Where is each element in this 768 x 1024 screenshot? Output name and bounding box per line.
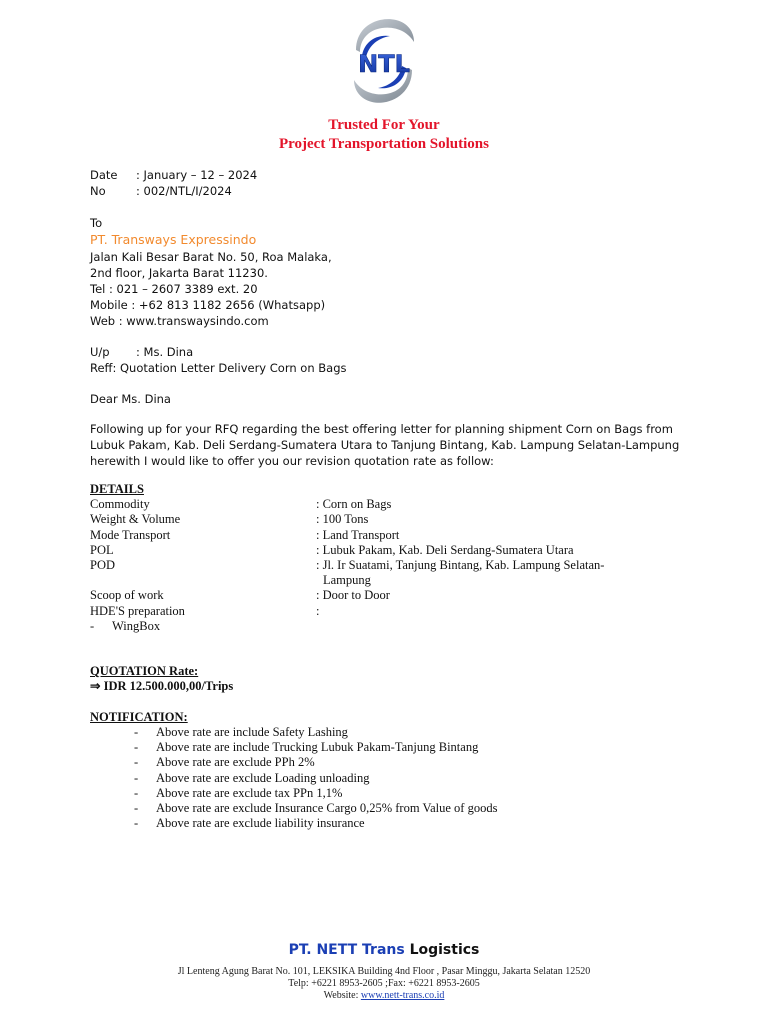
quotation-section xyxy=(90,664,233,694)
list-item xyxy=(134,755,497,770)
list-bullet: - xyxy=(134,816,139,831)
quotation-rate: IDR 12.500.000,00/Trips xyxy=(103,679,234,694)
company-logo xyxy=(348,12,420,112)
list-item-text: Above rate are exclude liability insurance xyxy=(156,816,365,831)
intro-line-1: Following up for your RFQ regarding the best offering letter for planning shipment Corn on Bags from xyxy=(90,422,673,436)
detail-label: HDE'S preparation xyxy=(90,603,185,618)
quotation-rate-line xyxy=(90,679,233,694)
recipient-tel: Tel : 021 – 2607 3389 ext. 20 xyxy=(90,282,258,296)
attention-row xyxy=(90,344,347,360)
detail-label: Scoop of work xyxy=(90,588,164,603)
list-item-text: Above rate are exclude Loading unloading xyxy=(156,770,370,785)
recipient-mobile: Mobile : +62 813 1182 2656 (Whatsapp) xyxy=(90,298,326,312)
footer-website-link[interactable]: www.nett-trans.co.id xyxy=(360,990,445,1001)
attention-value: : Ms. Dina xyxy=(136,345,194,359)
detail-value-continuation: Lampung xyxy=(323,573,371,588)
footer-phone: Telp: +6221 8953-2605 ;Fax: +6221 8953-2605 xyxy=(288,978,480,989)
list-bullet: - xyxy=(134,785,139,800)
detail-value: : Lubuk Pakam, Kab. Deli Serdang-Sumatera Utara xyxy=(316,542,574,557)
list-item xyxy=(134,816,497,831)
number-label: No xyxy=(90,184,106,198)
notification-heading: NOTIFICATION: xyxy=(90,710,188,724)
detail-label: POL xyxy=(90,542,114,557)
list-item xyxy=(134,786,497,801)
detail-label: Weight & Volume xyxy=(90,512,181,527)
tagline-line-2: Project Transportation Solutions xyxy=(278,136,489,152)
list-item-text: Above rate are exclude tax PPn 1,1% xyxy=(156,785,343,800)
list-item xyxy=(134,740,497,755)
list-item-text: Above rate are include Safety Lashing xyxy=(156,725,348,739)
number-value: : 002/NTL/I/2024 xyxy=(136,184,232,198)
recipient-block xyxy=(90,215,332,329)
list-item xyxy=(134,801,497,816)
footer-website-label: Website: xyxy=(323,990,361,1001)
quotation-heading: QUOTATION Rate: xyxy=(90,664,199,678)
tagline-line-1: Trusted For Your xyxy=(328,117,440,133)
list-bullet: - xyxy=(134,755,139,770)
intro-line-3: herewith I would like to offer you our revision quotation rate as follow: xyxy=(90,454,494,468)
detail-row-pod xyxy=(90,558,604,573)
detail-row-mode xyxy=(90,528,604,543)
details-section xyxy=(90,482,604,634)
ntl-logo-icon xyxy=(348,12,420,112)
detail-row-commodity xyxy=(90,497,604,512)
tagline xyxy=(0,116,768,154)
arrow-icon: ⇒ xyxy=(90,679,101,694)
detail-value: : Door to Door xyxy=(316,588,390,603)
detail-value: : 100 Tons xyxy=(316,512,369,527)
number-row xyxy=(90,183,257,199)
list-item-text: Above rate are exclude Insurance Cargo 0,25% from Value of goods xyxy=(156,801,498,816)
detail-label: Commodity xyxy=(90,497,150,512)
detail-row-hde xyxy=(90,604,604,619)
detail-row-pod-cont xyxy=(90,573,604,588)
detail-row-scope xyxy=(90,588,604,603)
list-item xyxy=(134,725,497,740)
footer-address: Jl Lenteng Agung Barat No. 101, LEKSIKA Building 4nd Floor , Pasar Minggu, Jakarta Selatan 12520 xyxy=(177,966,591,977)
date-value: : January – 12 – 2024 xyxy=(136,168,258,182)
detail-label: POD xyxy=(90,558,116,573)
detail-value: : xyxy=(316,603,320,618)
date-row xyxy=(90,167,257,183)
to-label: To xyxy=(90,216,103,230)
footer-company-black: Logistics xyxy=(404,942,480,958)
list-item-text: Above rate are exclude PPh 2% xyxy=(156,755,315,770)
details-heading: DETAILS xyxy=(90,482,144,496)
detail-value: : Corn on Bags xyxy=(316,497,392,512)
list-bullet: - xyxy=(134,740,139,755)
recipient-web: Web : www.transwaysindo.com xyxy=(90,314,269,328)
list-item xyxy=(134,771,497,786)
list-bullet: - xyxy=(134,801,139,816)
sub-bullet: - xyxy=(90,618,95,633)
logo-text: NTL xyxy=(358,50,410,78)
list-bullet: - xyxy=(134,770,139,785)
sub-item-text: WingBox xyxy=(112,618,161,633)
detail-value: : Jl. Ir Suatami, Tanjung Bintang, Kab. Lampung Selatan- xyxy=(316,558,605,573)
list-bullet: - xyxy=(134,725,139,739)
intro-line-2: Lubuk Pakam, Kab. Deli Serdang-Sumatera Utara to Tanjung Bintang, Kab. Lampung Selatan-Lampung xyxy=(90,438,680,452)
date-label: Date xyxy=(90,168,118,182)
footer-website xyxy=(0,990,768,1002)
detail-sub-item xyxy=(90,619,604,634)
reference-line: Reff: Quotation Letter Delivery Corn on Bags xyxy=(90,361,347,375)
footer-company xyxy=(0,942,768,958)
salutation: Dear Ms. Dina xyxy=(90,392,171,406)
notification-list xyxy=(134,725,497,831)
recipient-address-2: 2nd floor, Jakarta Barat 11230. xyxy=(90,266,268,280)
detail-row-weight xyxy=(90,512,604,527)
notification-section xyxy=(90,710,188,725)
attention-block xyxy=(90,344,347,376)
detail-label: Mode Transport xyxy=(90,527,171,542)
recipient-company: PT. Transways Expressindo xyxy=(90,232,257,247)
list-item-text: Above rate are include Trucking Lubuk Pakam-Tanjung Bintang xyxy=(156,740,479,755)
footer-company-blue: PT. NETT Trans xyxy=(288,942,405,958)
detail-value: : Land Transport xyxy=(316,527,400,542)
detail-row-pol xyxy=(90,543,604,558)
letter-meta xyxy=(90,167,257,199)
recipient-address-1: Jalan Kali Besar Barat No. 50, Roa Malaka, xyxy=(90,250,332,264)
intro-paragraph xyxy=(90,421,679,469)
attention-label: U/p xyxy=(90,345,110,359)
